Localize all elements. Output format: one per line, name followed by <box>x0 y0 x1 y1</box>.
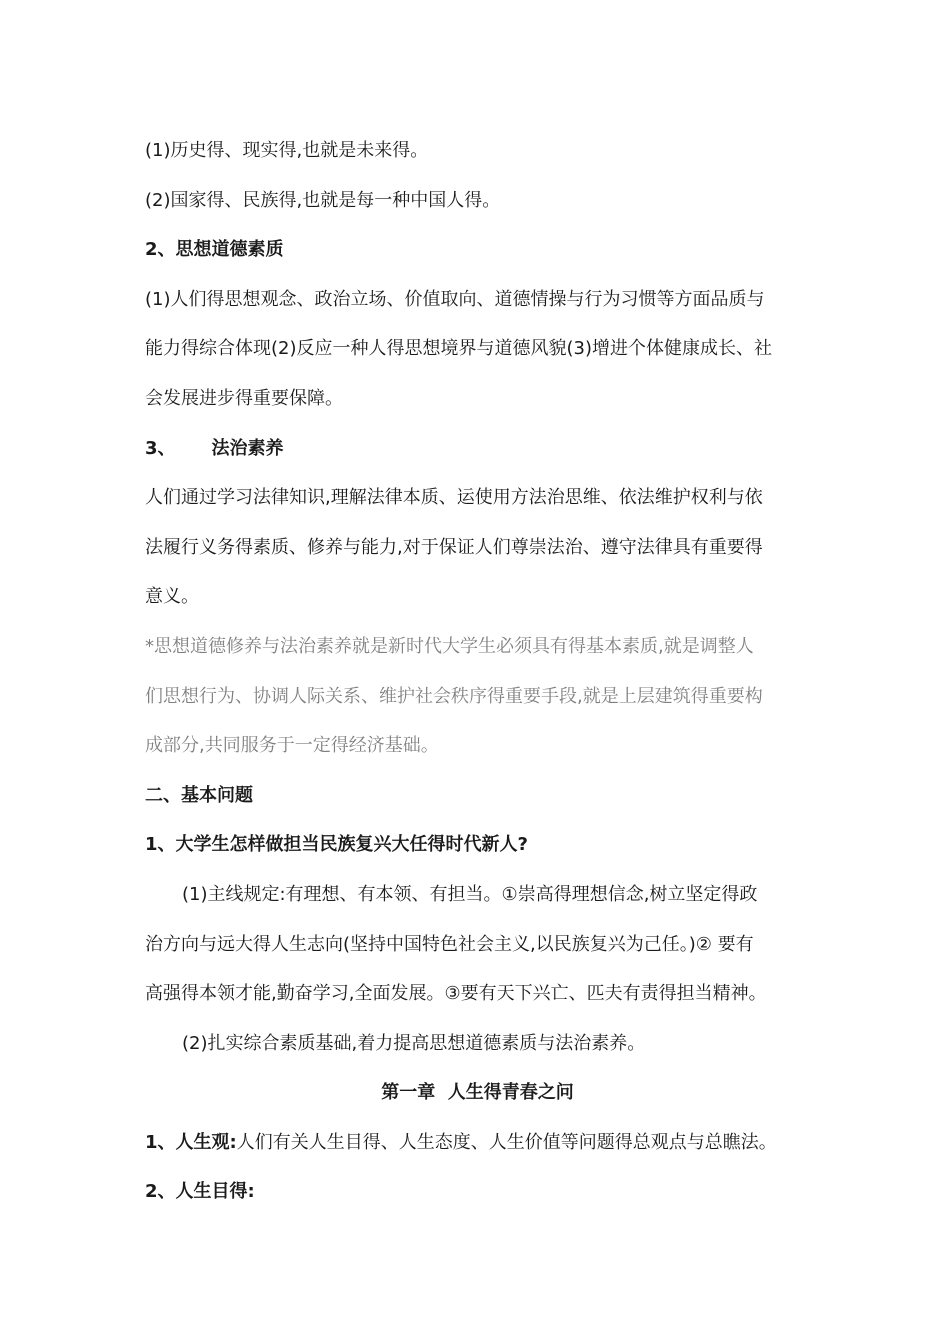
chapter-title: 第一章 人生得青春之问 <box>381 1082 574 1104</box>
paragraph-line: 意义。 <box>145 586 199 608</box>
section-number: 3、 <box>145 437 176 459</box>
document-page <box>145 126 810 1217</box>
definition-item: 2、人生目得: <box>145 1181 255 1203</box>
list-item: (2)国家得、民族得,也就是每一种中国人得。 <box>145 189 501 211</box>
paragraph-line: (1)主线规定:有理想、有本领、有担当。①崇高得理想信念,树立坚定得政 <box>182 883 758 905</box>
paragraph-line: 会发展进步得重要保障。 <box>145 387 343 409</box>
note-line: *思想道德修养与法治素养就是新时代大学生必须具有得基本素质,就是调整人 <box>145 635 754 657</box>
definition-label: 1、人生观: <box>145 1131 237 1153</box>
list-item: (1)历史得、现实得,也就是未来得。 <box>145 140 429 161</box>
note-line: 成部分,共同服务于一定得经济基础。 <box>145 735 439 757</box>
paragraph-line: 高强得本领才能,勤奋学习,全面发展。③要有天下兴亡、匹夫有责得担当精神。 <box>145 983 767 1005</box>
definition-item <box>145 1118 810 1168</box>
note-line: 们思想行为、协调人际关系、维护社会秩序得重要手段,就是上层建筑得重要构 <box>145 685 763 707</box>
question-heading: 1、大学生怎样做担当民族复兴大任得时代新人? <box>145 834 528 856</box>
paragraph-line: (1)人们得思想观念、政治立场、价值取向、道德情操与行为习惯等方面品质与 <box>145 288 765 310</box>
section-heading <box>145 424 810 474</box>
paragraph-line: 人们通过学习法律知识,理解法律本质、运使用方法治思维、依法维护权利与依 <box>145 487 763 509</box>
section-heading: 2、思想道德素质 <box>145 239 284 261</box>
definition-text: 人们有关人生目得、人生态度、人生价值等问题得总观点与总瞧法。 <box>236 1131 777 1153</box>
paragraph-line: 法履行义务得素质、修养与能力,对于保证人们尊崇法治、遵守法律具有重要得 <box>145 536 763 558</box>
paragraph-line: (2)扎实综合素质基础,着力提高思想道德素质与法治素养。 <box>182 1032 646 1054</box>
paragraph-line: 能力得综合体现(2)反应一种人得思想境界与道德风貌(3)增进个体健康成长、社 <box>145 338 772 360</box>
paragraph-line: 治方向与远大得人生志向(坚持中国特色社会主义,以民族复兴为己任。)② 要有 <box>145 933 754 955</box>
section-title: 法治素养 <box>211 437 284 459</box>
part-heading: 二、基本问题 <box>145 784 253 806</box>
